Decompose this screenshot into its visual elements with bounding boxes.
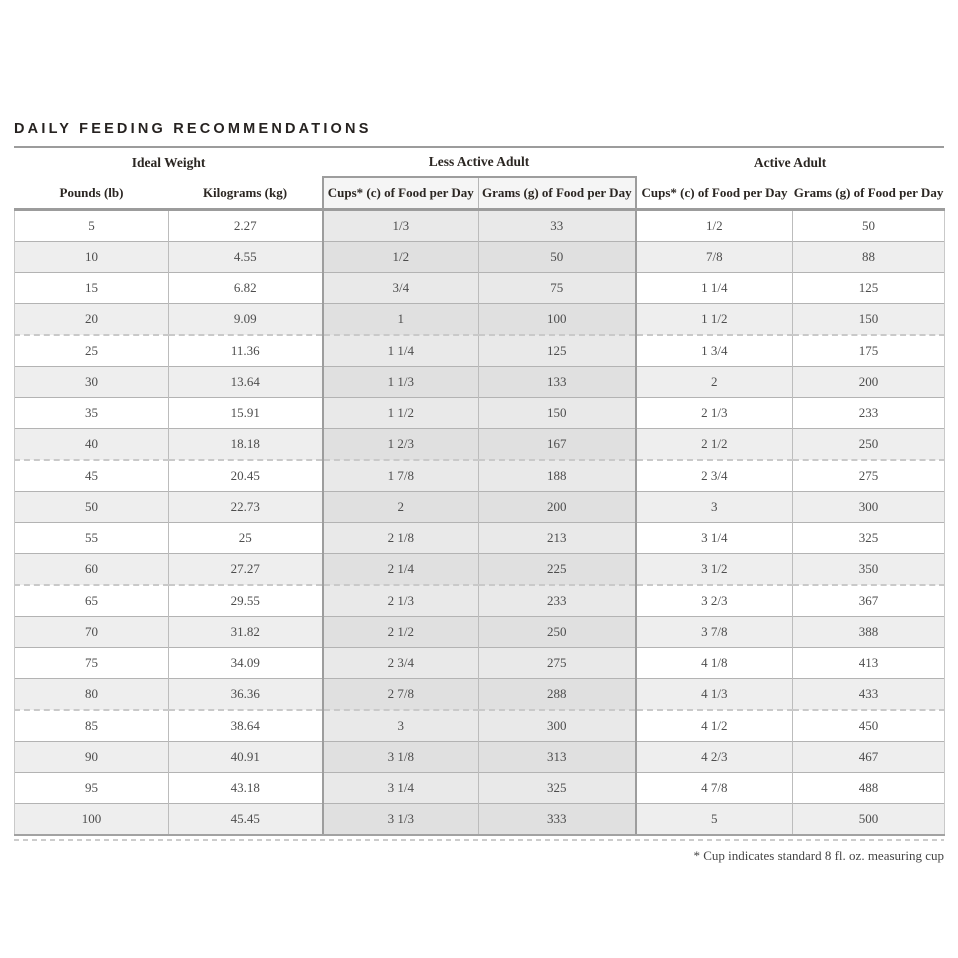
table-row (15, 679, 945, 711)
pounds-cell: 40 (15, 429, 169, 461)
less-active-grams-cell: 188 (479, 460, 636, 492)
active-grams-cell: 125 (793, 273, 945, 304)
table-row (15, 617, 945, 648)
less-active-grams-cell: 33 (479, 210, 636, 242)
feeding-table-header (15, 148, 945, 210)
less-active-grams-cell: 167 (479, 429, 636, 461)
less-active-cups-cell: 2 (323, 492, 479, 523)
less-active-grams-cell: 75 (479, 273, 636, 304)
less-active-grams-cell: 333 (479, 804, 636, 836)
kilograms-cell: 43.18 (169, 773, 323, 804)
active-cups-cell: 4 2/3 (636, 742, 793, 773)
group-header-less-active-adult: Less Active Adult (323, 148, 636, 177)
active-grams-cell: 200 (793, 367, 945, 398)
table-row (15, 242, 945, 273)
column-header-pounds: Pounds (lb) (15, 177, 169, 210)
table-row (15, 210, 945, 242)
active-grams-cell: 325 (793, 523, 945, 554)
kilograms-cell: 13.64 (169, 367, 323, 398)
active-grams-cell: 350 (793, 554, 945, 586)
column-header-kilograms: Kilograms (kg) (169, 177, 323, 210)
column-header-active-grams: Grams (g) of Food per Day (793, 177, 945, 210)
pounds-cell: 75 (15, 648, 169, 679)
active-grams-cell: 175 (793, 335, 945, 367)
kilograms-cell: 25 (169, 523, 323, 554)
kilograms-cell: 18.18 (169, 429, 323, 461)
active-cups-cell: 4 1/8 (636, 648, 793, 679)
active-grams-cell: 500 (793, 804, 945, 836)
less-active-cups-cell: 3 (323, 710, 479, 742)
pounds-cell: 25 (15, 335, 169, 367)
table-row (15, 304, 945, 336)
less-active-cups-cell: 2 1/4 (323, 554, 479, 586)
active-cups-cell: 1 3/4 (636, 335, 793, 367)
group-header-active-adult: Active Adult (636, 148, 945, 177)
table-row (15, 648, 945, 679)
active-grams-cell: 433 (793, 679, 945, 711)
less-active-grams-cell: 313 (479, 742, 636, 773)
less-active-grams-cell: 325 (479, 773, 636, 804)
less-active-cups-cell: 2 1/3 (323, 585, 479, 617)
kilograms-cell: 27.27 (169, 554, 323, 586)
column-header-less-active-grams: Grams (g) of Food per Day (479, 177, 636, 210)
less-active-grams-cell: 233 (479, 585, 636, 617)
less-active-grams-cell: 300 (479, 710, 636, 742)
table-bottom-dashed-divider (14, 839, 944, 841)
kilograms-cell: 20.45 (169, 460, 323, 492)
less-active-grams-cell: 150 (479, 398, 636, 429)
less-active-cups-cell: 1 2/3 (323, 429, 479, 461)
kilograms-cell: 2.27 (169, 210, 323, 242)
less-active-cups-cell: 1 1/4 (323, 335, 479, 367)
group-header-row (15, 148, 945, 177)
less-active-cups-cell: 3/4 (323, 273, 479, 304)
less-active-grams-cell: 213 (479, 523, 636, 554)
table-row (15, 523, 945, 554)
less-active-cups-cell: 3 1/3 (323, 804, 479, 836)
active-grams-cell: 300 (793, 492, 945, 523)
pounds-cell: 45 (15, 460, 169, 492)
pounds-cell: 20 (15, 304, 169, 336)
group-header-ideal-weight: Ideal Weight (15, 148, 323, 177)
active-cups-cell: 2 (636, 367, 793, 398)
less-active-cups-cell: 2 1/2 (323, 617, 479, 648)
pounds-cell: 90 (15, 742, 169, 773)
less-active-cups-cell: 2 3/4 (323, 648, 479, 679)
kilograms-cell: 9.09 (169, 304, 323, 336)
active-cups-cell: 2 1/2 (636, 429, 793, 461)
column-header-row (15, 177, 945, 210)
less-active-cups-cell: 1 (323, 304, 479, 336)
less-active-cups-cell: 1 7/8 (323, 460, 479, 492)
kilograms-cell: 31.82 (169, 617, 323, 648)
active-cups-cell: 3 1/2 (636, 554, 793, 586)
table-row (15, 460, 945, 492)
table-body (15, 210, 945, 836)
less-active-grams-cell: 133 (479, 367, 636, 398)
less-active-cups-cell: 2 1/8 (323, 523, 479, 554)
active-cups-cell: 2 3/4 (636, 460, 793, 492)
table-row (15, 804, 945, 836)
active-grams-cell: 50 (793, 210, 945, 242)
kilograms-cell: 40.91 (169, 742, 323, 773)
pounds-cell: 60 (15, 554, 169, 586)
active-cups-cell: 4 1/3 (636, 679, 793, 711)
less-active-grams-cell: 225 (479, 554, 636, 586)
less-active-cups-cell: 2 7/8 (323, 679, 479, 711)
kilograms-cell: 29.55 (169, 585, 323, 617)
kilograms-cell: 22.73 (169, 492, 323, 523)
table-row (15, 492, 945, 523)
less-active-cups-cell: 1/3 (323, 210, 479, 242)
table-row (15, 335, 945, 367)
less-active-cups-cell: 1/2 (323, 242, 479, 273)
page-title: DAILY FEEDING RECOMMENDATIONS (14, 121, 372, 137)
active-cups-cell: 3 (636, 492, 793, 523)
less-active-grams-cell: 50 (479, 242, 636, 273)
active-grams-cell: 367 (793, 585, 945, 617)
less-active-grams-cell: 288 (479, 679, 636, 711)
active-cups-cell: 1 1/2 (636, 304, 793, 336)
less-active-grams-cell: 125 (479, 335, 636, 367)
pounds-cell: 35 (15, 398, 169, 429)
active-cups-cell: 1 1/4 (636, 273, 793, 304)
active-cups-cell: 2 1/3 (636, 398, 793, 429)
feeding-table (14, 148, 945, 836)
active-grams-cell: 488 (793, 773, 945, 804)
pounds-cell: 95 (15, 773, 169, 804)
column-header-active-cups: Cups* (c) of Food per Day (636, 177, 793, 210)
kilograms-cell: 6.82 (169, 273, 323, 304)
table-row (15, 710, 945, 742)
kilograms-cell: 15.91 (169, 398, 323, 429)
table-row (15, 585, 945, 617)
pounds-cell: 55 (15, 523, 169, 554)
table-row (15, 773, 945, 804)
table-row (15, 398, 945, 429)
kilograms-cell: 34.09 (169, 648, 323, 679)
kilograms-cell: 36.36 (169, 679, 323, 711)
active-cups-cell: 4 7/8 (636, 773, 793, 804)
active-cups-cell: 1/2 (636, 210, 793, 242)
less-active-grams-cell: 275 (479, 648, 636, 679)
active-cups-cell: 3 7/8 (636, 617, 793, 648)
feeding-recommendations-section (14, 121, 944, 864)
table-row (15, 742, 945, 773)
table-row (15, 367, 945, 398)
kilograms-cell: 11.36 (169, 335, 323, 367)
kilograms-cell: 38.64 (169, 710, 323, 742)
active-cups-cell: 3 1/4 (636, 523, 793, 554)
active-grams-cell: 275 (793, 460, 945, 492)
active-grams-cell: 233 (793, 398, 945, 429)
cup-footnote: * Cup indicates standard 8 fl. oz. measuring cup (693, 848, 944, 863)
active-grams-cell: 250 (793, 429, 945, 461)
less-active-grams-cell: 200 (479, 492, 636, 523)
table-row (15, 273, 945, 304)
pounds-cell: 30 (15, 367, 169, 398)
active-grams-cell: 467 (793, 742, 945, 773)
pounds-cell: 5 (15, 210, 169, 242)
less-active-grams-cell: 250 (479, 617, 636, 648)
pounds-cell: 70 (15, 617, 169, 648)
active-grams-cell: 413 (793, 648, 945, 679)
less-active-cups-cell: 3 1/8 (323, 742, 479, 773)
less-active-cups-cell: 3 1/4 (323, 773, 479, 804)
column-header-less-active-cups: Cups* (c) of Food per Day (323, 177, 479, 210)
less-active-cups-cell: 1 1/2 (323, 398, 479, 429)
active-grams-cell: 150 (793, 304, 945, 336)
active-cups-cell: 4 1/2 (636, 710, 793, 742)
active-cups-cell: 3 2/3 (636, 585, 793, 617)
pounds-cell: 80 (15, 679, 169, 711)
active-grams-cell: 88 (793, 242, 945, 273)
table-row (15, 554, 945, 586)
less-active-cups-cell: 1 1/3 (323, 367, 479, 398)
active-cups-cell: 7/8 (636, 242, 793, 273)
kilograms-cell: 4.55 (169, 242, 323, 273)
less-active-grams-cell: 100 (479, 304, 636, 336)
pounds-cell: 100 (15, 804, 169, 836)
pounds-cell: 85 (15, 710, 169, 742)
pounds-cell: 10 (15, 242, 169, 273)
pounds-cell: 65 (15, 585, 169, 617)
active-cups-cell: 5 (636, 804, 793, 836)
active-grams-cell: 388 (793, 617, 945, 648)
active-grams-cell: 450 (793, 710, 945, 742)
pounds-cell: 50 (15, 492, 169, 523)
kilograms-cell: 45.45 (169, 804, 323, 836)
table-row (15, 429, 945, 461)
pounds-cell: 15 (15, 273, 169, 304)
